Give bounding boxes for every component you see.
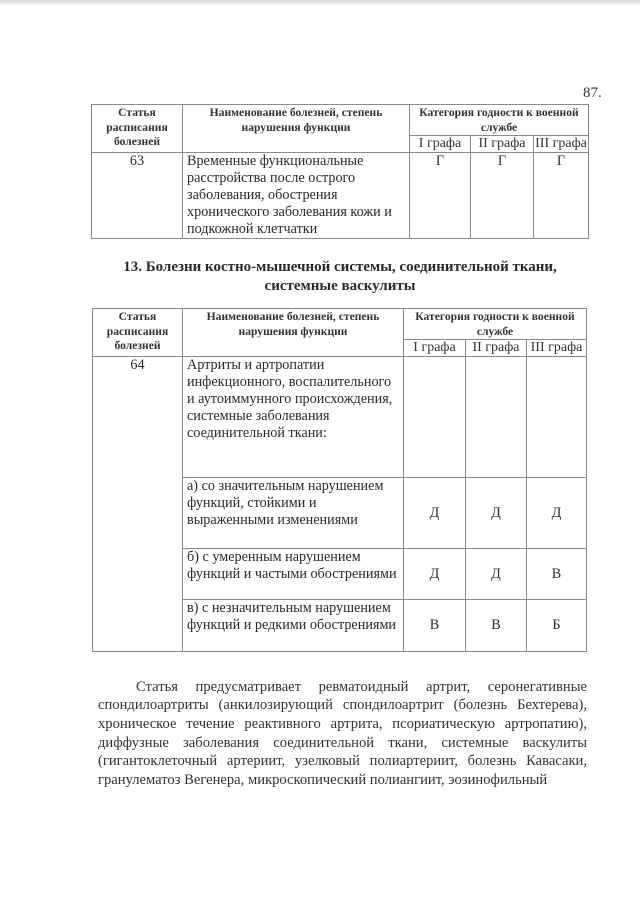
category-graph-1: Г (410, 153, 471, 239)
table-row (93, 357, 587, 478)
category-graph-2: Д (466, 549, 527, 600)
header-graph-3: III графа (535, 136, 587, 151)
category-graph-3: Б (527, 600, 587, 652)
page-number: 87. (583, 85, 602, 101)
subrow-name-a: а) со значительным нарушением функций, стойкими и выраженными изменениями (183, 478, 404, 549)
scan-edge-shadow (0, 0, 640, 6)
category-graph-1: Д (404, 478, 466, 549)
category-graph-1: В (404, 600, 466, 652)
subrow-name-c: в) с незначительным нарушением функций и редкими обострениями (183, 600, 404, 652)
category-graph-3 (527, 357, 587, 478)
category-graph-2 (466, 357, 527, 478)
header-category: Категория годности к военной службе (404, 309, 587, 340)
header-graph-1: I графа (404, 340, 466, 357)
category-graph-1 (404, 357, 466, 478)
header-graph-3: III графа (527, 340, 587, 357)
category-graph-2: Г (471, 153, 534, 239)
header-article: Статья расписания болезней (93, 309, 183, 357)
header-article: Статья расписания болезней (92, 105, 183, 153)
article-number: 63 (92, 153, 183, 239)
category-graph-2: Д (466, 478, 527, 549)
section-title-line-2: системные васкулиты (264, 278, 416, 294)
category-graph-3: Д (527, 478, 587, 549)
header-graph-1: I графа (410, 136, 471, 153)
article-number: 64 (93, 357, 183, 652)
section-title (92, 258, 588, 296)
header-category: Категория годности к военной службе (410, 105, 589, 136)
article-description-paragraph: Статья предусматривает ревматоидный артрит, серонегативные спондилоартриты (анкилозирующий спондилоартрит (болезнь Бехтерева), хроническое течение реактивного артрита, псориатическую артропатию), диффузные заболевания соединительной ткани, системные васкулиты (гигантоклеточный артериит, узелковый полиартериит, болезнь Кавасаки, гранулематоз Вегенера, микроскопический полиангиит, эозинофильный (98, 678, 587, 789)
category-graph-2: В (466, 600, 527, 652)
category-graph-3: В (527, 549, 587, 600)
table-row (92, 153, 589, 239)
category-graph-3: Г (534, 153, 589, 239)
header-name: Наименование болезней, степень нарушения функции (183, 105, 410, 153)
subrow-name-b: б) с умеренным нарушением функций и частыми обострениями (183, 549, 404, 600)
header-name: Наименование болезней, степень нарушения функции (183, 309, 404, 357)
section-title-line-1: 13. Болезни костно-мышечной системы, соединительной ткани, (123, 259, 557, 275)
disease-table-article-63 (91, 104, 589, 239)
header-graph-2: II графа (471, 136, 534, 153)
disease-table-article-64 (92, 308, 587, 652)
disease-name: Временные функциональные расстройства после острого заболевания, обострения хронического заболевания кожи и подкожной клетчатки (183, 153, 410, 239)
header-graph-2: II графа (466, 340, 527, 357)
disease-name: Артриты и артропатии инфекционного, воспалительного и аутоиммунного происхождения, системные заболевания соединительной ткани: (183, 357, 404, 478)
category-graph-1: Д (404, 549, 466, 600)
